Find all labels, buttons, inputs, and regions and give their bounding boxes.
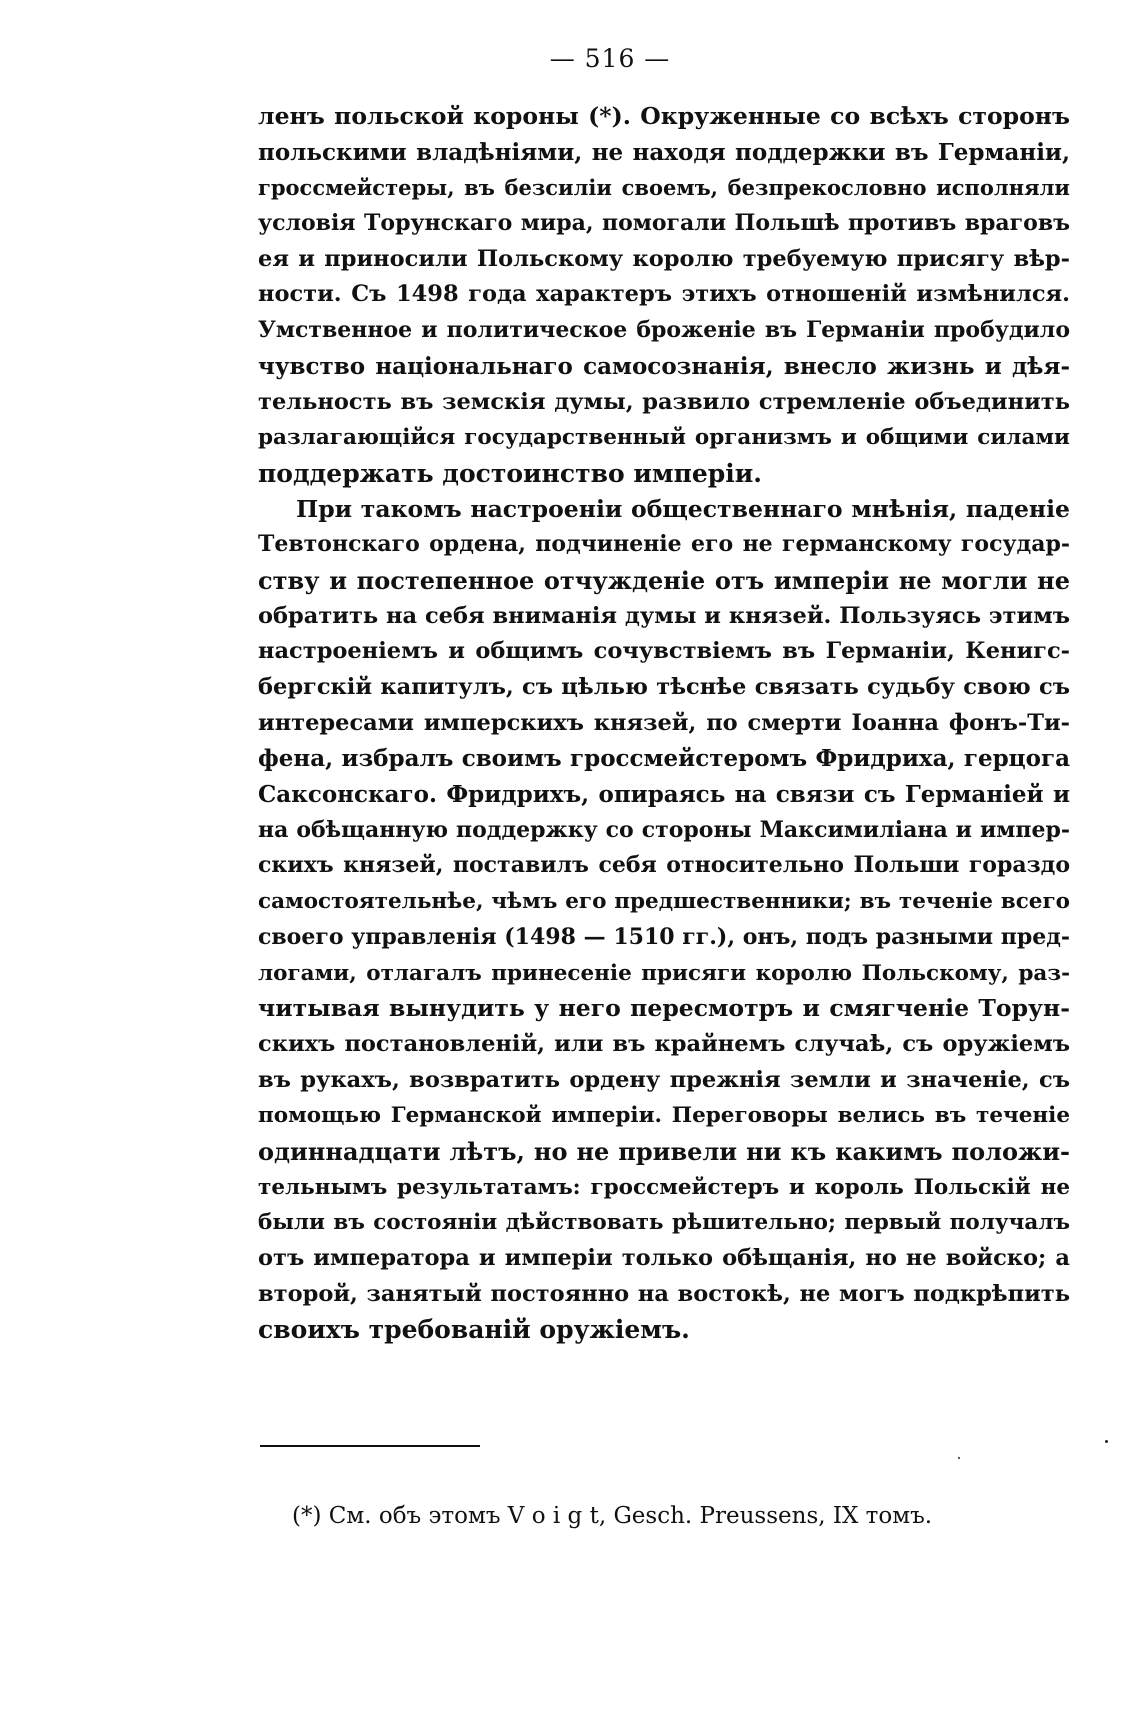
text-line: своихъ требованій оружіемъ.	[258, 1315, 690, 1345]
footnote-divider	[260, 1445, 480, 1447]
text-line: настроеніемъ и общимъ сочувствіемъ въ Германіи, Кенигс-	[258, 638, 1070, 665]
text-line: Умственное и политическое броженіе въ Германіи пробудило	[258, 317, 1070, 344]
text-line: скихъ князей, поставилъ себя относительно Польши гораздо	[258, 852, 1070, 879]
text-line: отъ императора и имперіи только обѣщанія, но не войско; а	[258, 1245, 1070, 1271]
text-line: Саксонскаго. Фридрихъ, опираясь на связи съ Германіей и	[258, 781, 1070, 809]
text-line: читывая вынудить у него пересмотръ и смягченіе Торун-	[258, 994, 1070, 1023]
paragraph	[258, 99, 1070, 492]
text-line: Тевтонскаго ордена, подчиненіе его не германскому государ-	[258, 531, 1070, 558]
text-line: своего управленія (1498 — 1510 гг.), онъ, подъ разными пред-	[258, 923, 1070, 950]
text-line: на обѣщанную поддержку со стороны Максимиліана и импер-	[258, 816, 1070, 843]
text-line: въ рукахъ, возвратить ордену прежнія земли и значеніе, съ	[258, 1066, 1070, 1093]
text-line: обратить на себя вниманія думы и князей. Пользуясь этимъ	[258, 602, 1070, 629]
text-line: ленъ польской короны (*). Окруженные со всѣхъ сторонъ	[258, 102, 1070, 130]
text-line: условія Торунскаго мира, помогали Польшѣ противъ враговъ	[258, 210, 1070, 237]
scan-speck	[958, 1457, 960, 1459]
text-line: ности. Съ 1498 года характеръ этихъ отношеній измѣнился.	[258, 281, 1070, 308]
text-line: логами, отлагалъ принесеніе присяги королю Польскому, раз-	[258, 960, 1070, 986]
text-line: разлагающійся государственный организмъ и общими силами	[258, 425, 1070, 451]
text-line: самостоятельнѣе, чѣмъ его предшественники; въ теченіе всего	[258, 889, 1070, 915]
paragraph	[258, 492, 1070, 1349]
text-line: ству и постепенное отчужденіе отъ имперіи не могли не	[258, 565, 1070, 595]
text-line: помощью Германской имперіи. Переговоры велись въ теченіе	[258, 1103, 1070, 1129]
text-line: чувство національнаго самосознанія, внесло жизнь и дѣя-	[258, 352, 1070, 380]
text-line: тельнымъ результатамъ: гроссмейстеръ и король Польскій не	[258, 1174, 1070, 1200]
text-line: второй, занятый постоянно на востокѣ, не могъ подкрѣпить	[258, 1280, 1070, 1307]
text-line: гроссмейстеры, въ безсиліи своемъ, безпрекословно исполняли	[258, 175, 1070, 201]
text-line: фена, избралъ своимъ гроссмейстеромъ Фридриха, герцога	[258, 745, 1070, 773]
text-line: тельность въ земскія думы, развило стремленіе объединить	[258, 388, 1070, 415]
text-line: одиннадцати лѣтъ, но не привели ни къ какимъ положи-	[258, 1136, 1070, 1166]
footnote: (*) См. объ этомъ V o i g t, Gesch. Preussens, IX томъ.	[292, 1503, 933, 1529]
text-line: интересами имперскихъ князей, по смерти Іоанна фонъ-Ти-	[258, 709, 1070, 736]
text-line: поддержать достоинство имперіи.	[258, 458, 763, 488]
text-line: ея и приносили Польскому королю требуемую присягу вѣр-	[258, 245, 1070, 272]
text-line: При такомъ настроеніи общественнаго мнѣнія, паденіе	[296, 494, 1070, 523]
text-line: скихъ постановленій, или въ крайнемъ случаѣ, съ оружіемъ	[258, 1030, 1070, 1057]
text-line: бергскій капитулъ, съ цѣлью тѣснѣе связать судьбу свою съ	[258, 674, 1070, 700]
page-number: — 516 —	[549, 44, 671, 73]
main-text	[258, 99, 1070, 1348]
text-line: были въ состояніи дѣйствовать рѣшительно; первый получалъ	[258, 1210, 1070, 1236]
text-line: польскими владѣніями, не находя поддержки въ Германіи,	[258, 138, 1070, 166]
scan-speck	[1105, 1440, 1108, 1443]
